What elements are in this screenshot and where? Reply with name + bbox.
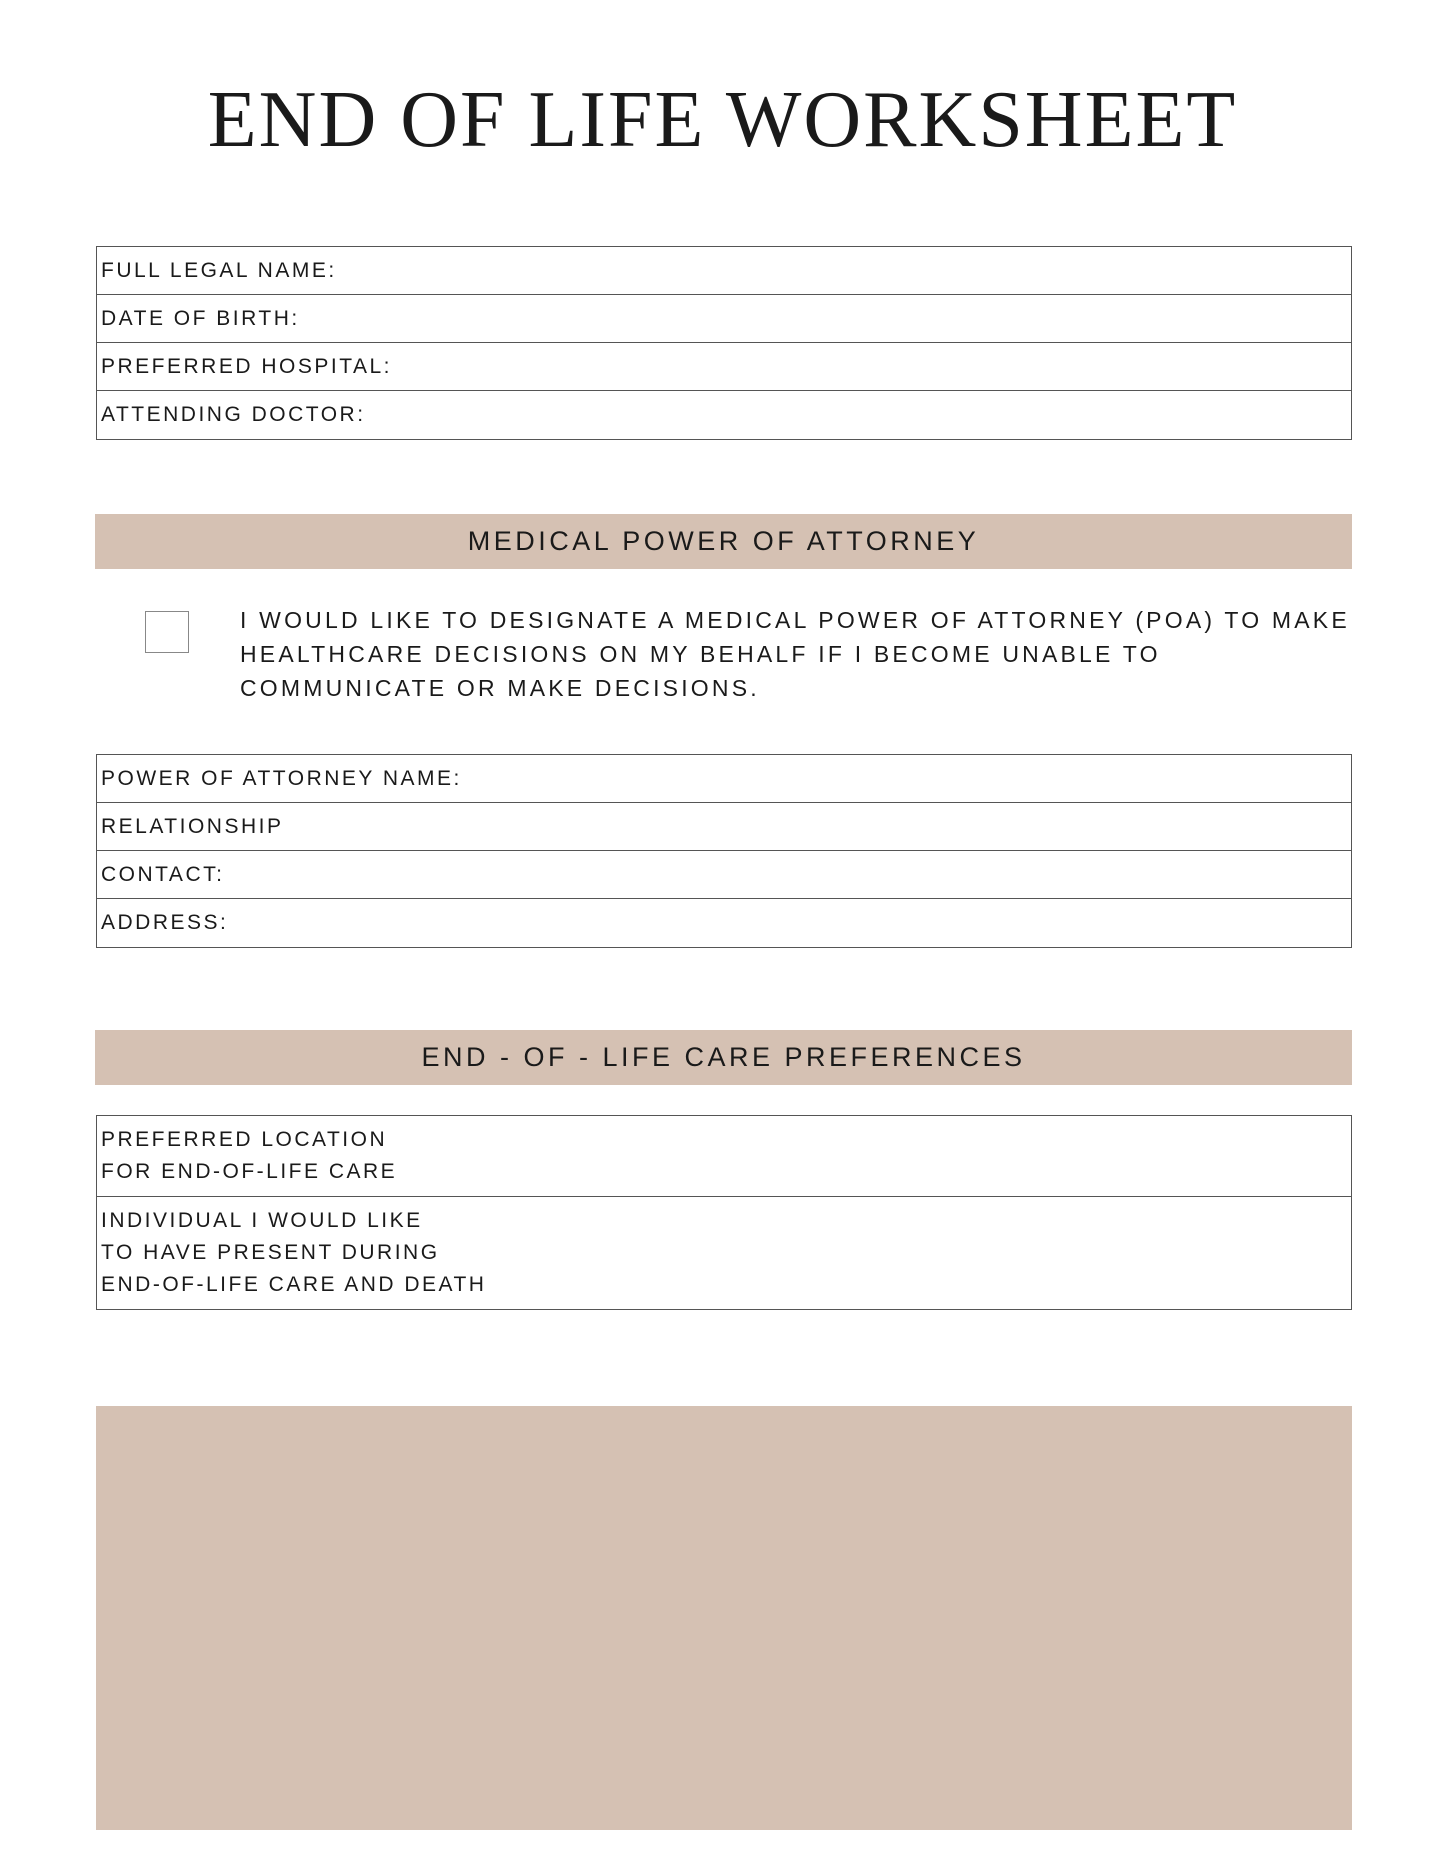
personal-info-table: [96, 246, 1352, 440]
field-label-line: END-OF-LIFE CARE AND DEATH: [101, 1273, 487, 1296]
poa-designation-checkbox[interactable]: [145, 611, 189, 653]
field-label: POWER OF ATTORNEY NAME:: [101, 766, 462, 790]
preferred-hospital-field[interactable]: [97, 343, 1351, 391]
field-label-line: FOR END-OF-LIFE CARE: [101, 1160, 398, 1183]
statement-line: HEALTHCARE DECISIONS ON MY BEHALF IF I BECOME UNABLE TO: [240, 641, 1161, 667]
statement-line: I WOULD LIKE TO DESIGNATE A MEDICAL POWER OF ATTORNEY (POA) TO MAKE: [240, 607, 1350, 633]
relationship-field[interactable]: [97, 803, 1351, 851]
field-label: ATTENDING DOCTOR:: [101, 403, 366, 426]
field-label-line: TO HAVE PRESENT DURING: [101, 1241, 440, 1264]
attending-doctor-field[interactable]: [97, 391, 1351, 439]
poa-section-heading: [95, 514, 1352, 569]
preferred-location-field[interactable]: [97, 1116, 1351, 1197]
care-preferences-table: [96, 1115, 1352, 1310]
field-label: FULL LEGAL NAME:: [101, 258, 337, 282]
date-of-birth-field[interactable]: [97, 295, 1351, 343]
field-label: DATE OF BIRTH:: [101, 306, 300, 330]
field-label: CONTACT:: [101, 862, 225, 886]
notes-panel[interactable]: [96, 1406, 1352, 1830]
poa-statement: [240, 603, 1360, 705]
full-legal-name-field[interactable]: [97, 247, 1351, 295]
section-heading-text: END - OF - LIFE CARE PREFERENCES: [421, 1042, 1026, 1072]
poa-info-table: [96, 754, 1352, 948]
field-label: RELATIONSHIP: [101, 814, 284, 838]
section-heading-text: MEDICAL POWER OF ATTORNEY: [467, 526, 980, 556]
field-label-line: INDIVIDUAL I WOULD LIKE: [101, 1209, 423, 1232]
poa-name-field[interactable]: [97, 755, 1351, 803]
address-field[interactable]: [97, 899, 1351, 947]
page-title: END OF LIFE WORKSHEET: [207, 76, 1238, 164]
field-label: PREFERRED HOSPITAL:: [101, 354, 392, 378]
care-preferences-heading: [95, 1030, 1352, 1085]
field-label: ADDRESS:: [101, 911, 229, 934]
statement-line: COMMUNICATE OR MAKE DECISIONS.: [240, 675, 760, 701]
field-label-line: PREFERRED LOCATION: [101, 1128, 388, 1151]
present-individual-field[interactable]: [97, 1197, 1351, 1309]
contact-field[interactable]: [97, 851, 1351, 899]
